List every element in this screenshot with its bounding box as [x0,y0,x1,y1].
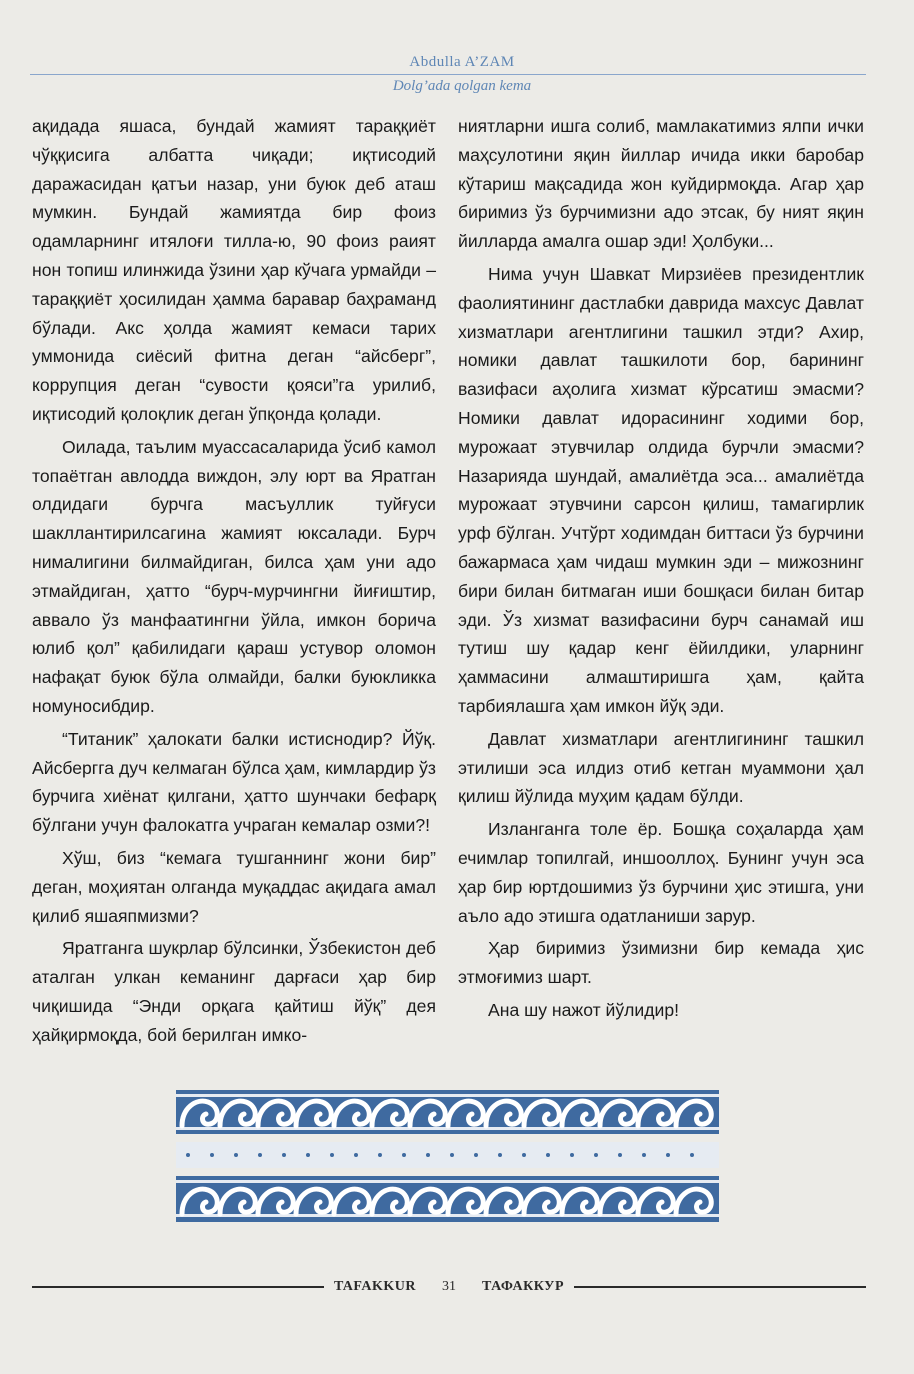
paragraph: “Титаник” ҳалокати балки истиснодир? Йўқ. Айсбергга дуч келмаган бўлса ҳам, кимлардир ўз бурчига хиёнат қилгани, ҳатто шунчаки бефарқ бўлгани учун фалокатга учраган кемалар озми?! [32,728,436,836]
paragraph: Хўш, биз “кемага тушганнинг жони бир” деган, моҳиятан олганда муқаддас ақидага амал қилиб яшаяпмизми? [32,847,436,926]
footer-rule-right [574,1286,866,1288]
page-number: 31 [442,1279,457,1294]
footer-rule-left [32,1286,324,1288]
paragraph: Яратганга шукрлар бўлсинки, Ўзбекистон деб аталган улкан кеманинг дарғаси ҳар бир чиқишида “Энди орқага қайтиш йўқ” дея ҳайқирмоқда, бой берилган имко- [32,938,436,1045]
article-title: Dolg’ada qolgan kema [392,78,532,94]
article-author: Abdulla A’ZAM [409,54,515,70]
footer-label-cyrillic: ТАФАККУР [482,1279,565,1294]
footer-label-latin: TAFAKKUR [333,1279,417,1294]
paragraph: Нима учун Шавкат Мирзиёев президентлик фаолиятининг дастлабки даврида махсус Давлат хизматлари агентлигини ташкил этди? Ахир, номики давлат ташкилоти бор, барининг вазифаси аҳолига хизмат кўрсатиш эмасми? Номики давлат идорасининг ходими бор, мурожаат этувчилар олдида бурчли эмасми? Назарияда шундай, амалиётда эса... амалиётда мурожаат этувчини сарсон қилиш, тамагирлик урф бўлган. Учтўрт ходимдан биттаси ўз бурчини бажармаса ҳам чидаш мумкин эди – мижознинг бири билан битмаган иши бошқаси билан битар эди. Ўз хизмат вазифасини бурч санамай иш тутиш шу қадар кенг ёйилдики, уларнинг ҳаммасини алмаштиришга ҳам, қайта тарбиялашга ҳам имкон йўқ эди. [458,263,864,716]
page-footer [32,1276,866,1298]
paragraph: Оилада, таълим муассасаларида ўсиб камол топаётган авлодда виждон, элу юрт ва Яратган олдидаги бурчга масъуллик туйғуси шакллантирилсагина жамият юксалади. Бурч нималигини билмайдиган, билса ҳам уни адо этмайдиган, ҳатто “бурч-мурчингни йиғиштир, аввало ўз манфаатингни ўйла, имкон борича юлиб қол” қабилидаги қараш устувор оломон нафақат буюк бўла олмайди, балки буюкликка номуносибдир. [32,436,436,716]
paragraph: ниятларни ишга солиб, мамлакатимиз ялпи ички маҳсулотини яқин йиллар ичида икки баробар кўтариш мақсадида жон куйдирмоқда. Агар ҳар биримиз ўз бурчимизни адо этсак, бу ният яқин йилларда амалга ошар эди! Ҳолбуки... [458,116,864,252]
paragraph: Ҳар биримиз ўзимизни бир кемада ҳис этмоғимиз шарт. [458,938,864,988]
paragraph: Ана шу нажот йўлидир! [488,999,680,1020]
paragraph: ақидада яшаса, бундай жамият тараққиёт чўққисига албатта чиқади; иқтисодий даражасидан қатъи назар, уни буюк деб аташ мумкин. Бундай жамиятда бир фоиз одамларнинг итялоғи тилла-ю, 90 фоиз раият нон топиш илинжида ўзини ҳар кўчага урмайди – тараққиёт ҳосилидан ҳамма баравар баҳраманд бўлади. Акс ҳолда жамият кемаси тарих уммонида сиёсий фитна деган “айсберг”, коррупция деган “сувости қояси”га урилиб, иқтисодий қолоқлик деган ўпқонда қолади. [32,116,436,424]
header-divider [30,74,866,75]
wave-scroll-ornament-icon [176,1090,719,1222]
paragraph: Давлат хизматлари агентлигининг ташкил этилиши эса илдиз отиб кетган муаммони ҳал қилиш йўлида муҳим қадам бўлди. [458,728,864,807]
text-column-left [32,112,436,1050]
text-column-right [458,112,864,1025]
paragraph: Изланганга толе ёр. Бошқа соҳаларда ҳам ечимлар топилгай, иншооллоҳ. Бунинг учун эса ҳар бир юртдошимиз ўз бурчини ҳис этишга, уни аъло адо этишга одатланиши зарур. [458,819,864,926]
